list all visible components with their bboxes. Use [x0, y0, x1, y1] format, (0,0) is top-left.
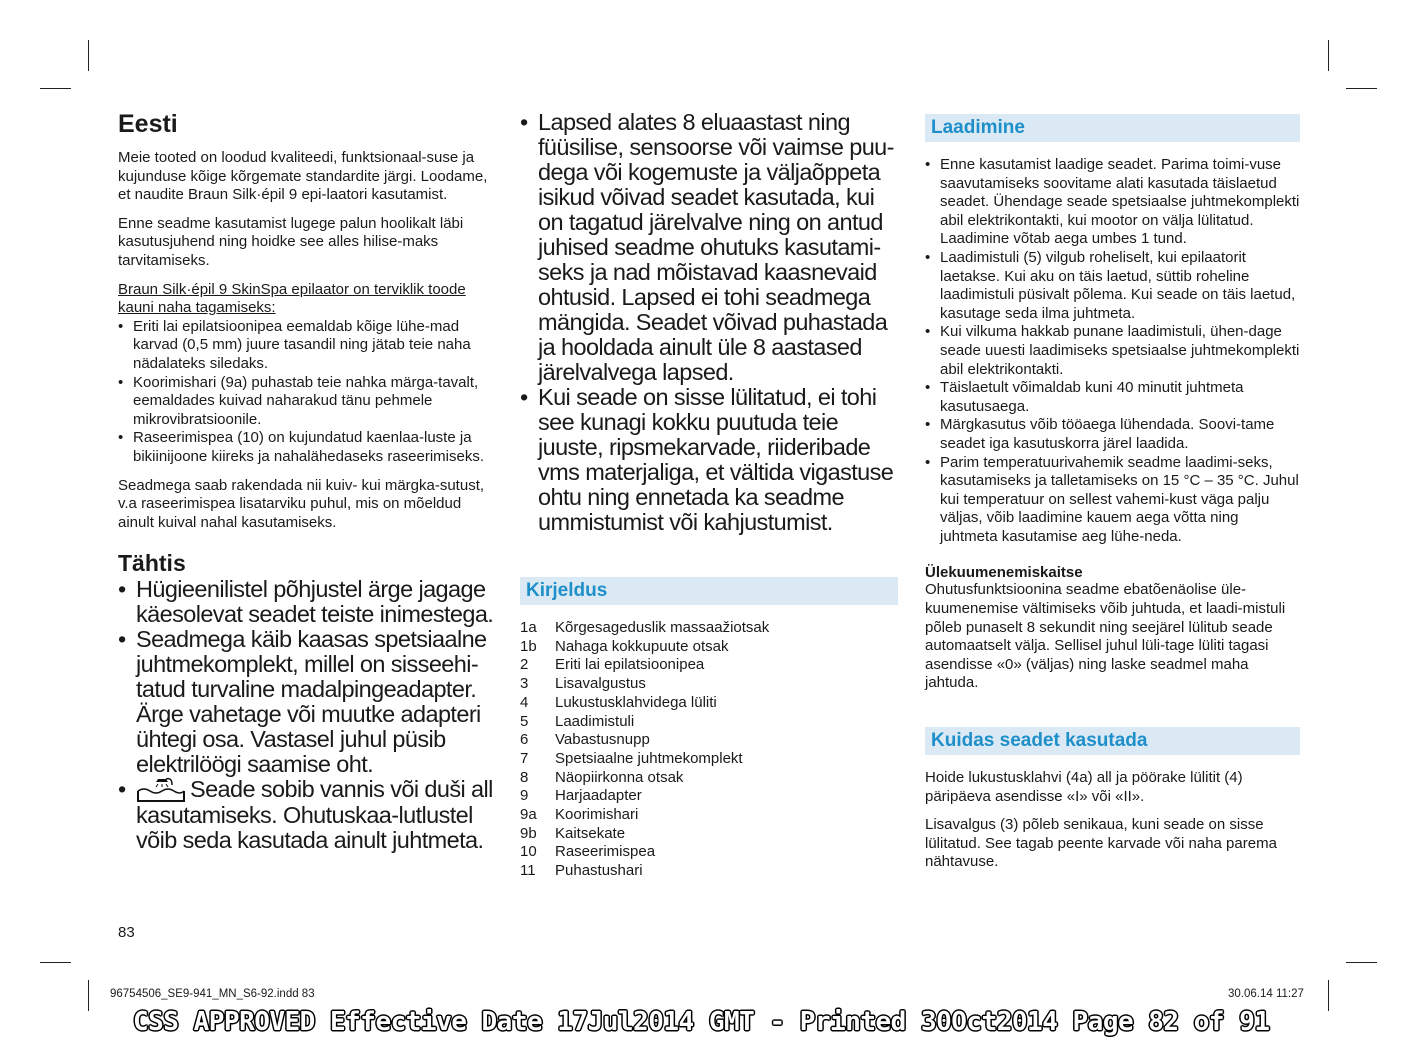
table-row: [520, 675, 769, 694]
usage-paragraph: Lisavalgus (3) põleb senikaua, kuni seade on sisse lülitatud. See tagab peente karvade või naha parema nähtavuse.: [925, 816, 1277, 871]
list-item: • Enne kasutamist laadige seadet. Parima toimi-vuse saavutamiseks soovitame alati kasutada täislaetud seadet. Ühendage seade spetsiaalse juhtmekomplekti abil elektrikontakti, kui mootor on välja lülitatud. Laadimine võtab aega umbes 1 tund.: [925, 156, 1300, 249]
table-row: [520, 638, 769, 657]
safety-list: [520, 110, 898, 535]
page-title: Eesti: [118, 110, 178, 138]
crop-mark: [1328, 40, 1329, 71]
shower-icon: [136, 777, 186, 803]
part-number: 1a: [520, 619, 537, 636]
overheat-paragraph: Ohutusfunktsioonina seadme ebatõenäolise üle-kuumenemise vältimiseks võib juhtuda, et laadi-mistuli põleb punaselt 8 sekundit ning seejärel lülitub seade automaatselt välja. Sellisel juhul lüli-tage lüliti tagasi asendisse «0» (väljas) ning laske seadmel maha jahtuda.: [925, 581, 1286, 692]
table-row: [520, 806, 769, 825]
list-item: • Hügieenilistel põhjustel ärge jagage käesolevat seadet teiste inimestega.: [118, 577, 498, 627]
crop-mark: [40, 88, 71, 89]
table-row: [520, 656, 769, 675]
important-list: [118, 577, 498, 853]
table-row: [520, 694, 769, 713]
table-row: [520, 843, 769, 862]
usage-heading: Kuidas seadet kasutada: [925, 727, 1300, 755]
list-item: • Lapsed alates 8 eluaastast ning füüsilise, sensoorse või vaimse puu-dega või kogemuste ja väljaõppeta isikud võivad seadet kasutada, kui on tagatud järelvalve ning on antud juhised seadme ohutuks kasutami-seks ja nad mõistavad kaasnevaid ohtusid. Lapsed ei tohi seadmega mängida. Seadet võivad puhastada ja hooldada ainult üle 8 aastased järelvalvega lapsed.: [520, 110, 898, 385]
part-number: 10: [520, 843, 537, 861]
shower-text: Seade sobib vannis või duši all kasutamiseks. Ohutuskaa-lutlustel võib seda kasutada ainult juhtmeta.: [136, 776, 493, 854]
list-item: • Kui vilkuma hakkab punane laadimistuli, ühen-dage seade uuesti laadimiseks spetsiaalse juhtmekomplekti abil elektrikontakti.: [925, 323, 1300, 379]
list-item: • Eriti lai epilatsioonipea eemaldab kõige lühe-mad karvad (0,5 mm) juure tasandil ning jätab teie naha nädalateks siledaks.: [118, 318, 498, 374]
part-number: 6: [520, 731, 529, 749]
crop-mark: [40, 962, 71, 963]
table-row: [520, 731, 769, 750]
crop-mark: [1346, 88, 1377, 89]
description-heading: Kirjeldus: [520, 577, 898, 605]
part-number: 8: [520, 768, 529, 786]
part-number: 4: [520, 693, 529, 711]
parts-list: [520, 619, 769, 881]
charging-list: [925, 156, 1300, 546]
part-name: Lisavalgustus: [555, 675, 646, 693]
list-item-shower: [118, 777, 498, 853]
table-row: [520, 619, 769, 638]
wet-use-note: Seadmega saab rakendada nii kuiv- kui märgka-sutust, v.a raseerimispea lisatarviku puhul, mis on mõeldud ainult kuival nahal kasutamiseks.: [118, 476, 485, 531]
table-row: [520, 862, 769, 881]
part-name: Raseerimispea: [555, 843, 656, 861]
page-number: 83: [118, 924, 135, 941]
charging-heading: Laadimine: [925, 114, 1300, 142]
list-item: • Parim temperatuurivahemik seadme laadimi-seks, kasutamiseks ja talletamiseks on 15 °C – 35 °C. Juhul kui temperatuur on sellest vahemi-kust väga palju väljas, võib laadimine kauem aega võtta ning juhtmeta kasutamise aeg lühe-neda.: [925, 454, 1300, 547]
crop-mark: [88, 40, 89, 71]
list-item: • Laadimistuli (5) vilgub roheliselt, kui epilaatorit laetakse. Kui aku on täis laetud, süttib roheline laadimistuli püsivalt põlema. Kui seade on täis laetud, kasutage seda ilma juhtmeta.: [925, 249, 1300, 323]
intro-paragraph: Meie tooted on loodud kvaliteedi, funktsionaal-suse ja kujunduse kõige kõrgemate standardite järgi. Loodame, et naudite Braun Silk·épil 9 epi-laatori kasutamist.: [118, 149, 488, 204]
part-name: Puhastushari: [555, 862, 643, 880]
list-item: • Täislaetult võimaldab kuni 40 minutit juhtmeta kasutusaega.: [925, 379, 1300, 416]
crop-mark: [1346, 962, 1377, 963]
product-heading: Braun Silk·épil 9 SkinSpa epilaator on terviklik toode kauni naha tagamiseks:: [118, 280, 466, 317]
column-middle: [520, 110, 898, 881]
part-number: 9b: [520, 824, 537, 842]
approval-stamp: CSS APPROVED Effective Date 17Jul2014 GMT - Printed 30Oct2014 Page 82 of 91: [133, 1007, 1270, 1037]
part-number: 7: [520, 749, 529, 767]
footer-date: 30.06.14 11:27: [1228, 988, 1304, 1000]
part-name: Kõrgesageduslik massaažiotsak: [555, 619, 770, 636]
column-right: [925, 110, 1300, 882]
overheat-heading: Ülekuumenemiskaitse: [925, 564, 1083, 582]
part-name: Laadimistuli: [555, 712, 635, 730]
part-number: 1b: [520, 637, 537, 655]
column-left: [118, 110, 498, 853]
footer-filename: 96754506_SE9-941_MN_S6-92.indd 83: [110, 988, 315, 1000]
part-name: Lukustusklahvidega lüliti: [555, 693, 717, 711]
usage-paragraph: Hoide lukustusklahvi (4a) all ja pöörake lülitit (4) päripäeva asendisse «I» või «II».: [925, 769, 1243, 805]
list-item: • Seadmega käib kaasas spetsiaalne juhtmekomplekt, millel on sisseehi-tatud turvaline madalpingeadapter. Ärge vahetage või muutke adapteri ühtegi osa. Vastasel juhul püsib elektrilöögi saamise oht.: [118, 627, 498, 777]
list-item: • Koorimishari (9a) puhastab teie nahka märga-tavalt, eemaldades kuivad naharakud tänu pehmele mikrovibratsioonile.: [118, 374, 498, 430]
list-item: • Kui seade on sisse lülitatud, ei tohi see kunagi kokku puutuda teie juuste, ripsmekarvade, riideribade vms materjaliga, et vältida vigastuse ohtu ning ennetada ka seadme ummistumist või kahjustumist.: [520, 385, 898, 535]
table-row: [520, 769, 769, 788]
part-name: Koorimishari: [555, 806, 639, 824]
list-item: • Raseerimispea (10) on kujundatud kaenlaa-luste ja bikiinijoone kiireks ja nahalähedaseks raseerimiseks.: [118, 429, 498, 466]
part-name: Spetsiaalne juhtmekomplekt: [555, 749, 743, 767]
table-row: [520, 787, 769, 806]
crop-mark: [1328, 980, 1329, 1011]
part-number: 9a: [520, 806, 537, 824]
part-number: 11: [520, 862, 536, 880]
part-name: Nahaga kokkupuute otsak: [555, 637, 729, 655]
part-number: 5: [520, 712, 529, 730]
part-number: 9: [520, 787, 529, 805]
part-number: 3: [520, 675, 529, 693]
part-number: 2: [520, 656, 529, 674]
table-row: [520, 713, 769, 732]
part-name: Vabastusnupp: [555, 731, 650, 749]
part-name: Kaitsekate: [555, 824, 626, 842]
list-item: • Märgkasutus võib tööaega lühendada. Soovi-tame seadet iga kasutuskorra järel laadida.: [925, 416, 1300, 453]
part-name: Näopiirkonna otsak: [555, 768, 684, 786]
part-name: Harjaadapter: [555, 787, 642, 805]
table-row: [520, 825, 769, 844]
table-row: [520, 750, 769, 769]
part-name: Eriti lai epilatsioonipea: [555, 656, 705, 674]
important-heading: Tähtis: [118, 550, 186, 577]
crop-mark: [88, 980, 89, 1011]
feature-list: [118, 318, 498, 467]
intro-paragraph: Enne seadme kasutamist lugege palun hoolikalt läbi kasutusjuhend ning hoidke see alles hilise-maks tarvitamiseks.: [118, 214, 464, 269]
